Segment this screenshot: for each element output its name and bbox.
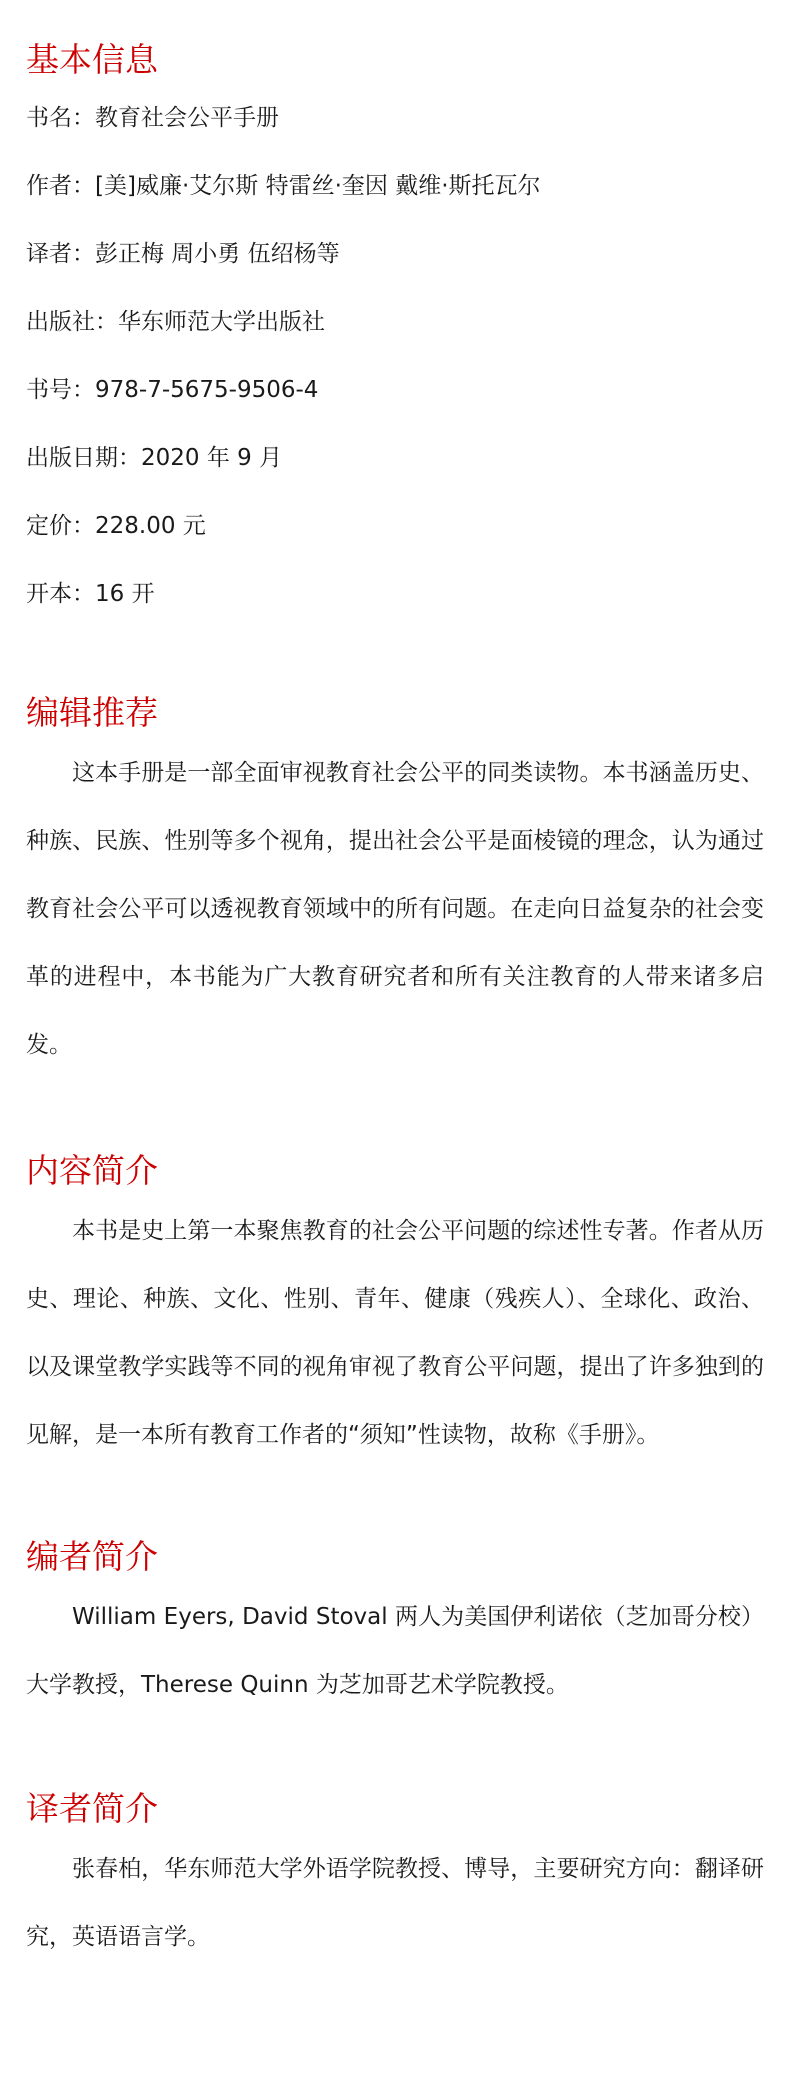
content-intro-title: 内容简介 <box>26 1151 158 1190</box>
editors-intro-text: William Eyers, David Stoval 两人为美国伊利诺依（芝加哥分校）大学教授，Therese Quinn 为芝加哥艺术学院教授。 <box>26 1604 764 1698</box>
editors-intro-section <box>26 1537 764 1719</box>
info-book-name: 书名：教育社会公平手册 <box>26 105 279 131</box>
info-isbn: 书号：978-7-5675-9506-4 <box>26 377 319 403</box>
translators-intro-title: 译者简介 <box>26 1789 158 1828</box>
content-intro-section <box>26 1151 764 1469</box>
basic-info-title: 基本信息 <box>26 40 158 79</box>
editor-recommendation-title: 编辑推荐 <box>26 693 158 732</box>
editor-recommendation-section <box>26 693 764 1079</box>
content-intro-text: 本书是史上第一本聚焦教育的社会公平问题的综述性专著。作者从历史、理论、种族、文化、性别、青年、健康（残疾人）、全球化、政治、以及课堂教学实践等不同的视角审视了教育公平问题，提出了许多独到的见解，是一本所有教育工作者的“须知”性读物，故称《手册》。 <box>26 1218 764 1448</box>
basic-info-section <box>26 0 764 609</box>
info-translators: 译者：彭正梅 周小勇 伍绍杨等 <box>26 241 340 267</box>
info-format: 开本：16 开 <box>26 581 155 607</box>
basic-info-list <box>26 103 764 609</box>
translators-intro-section <box>26 1789 764 1971</box>
info-price: 定价：228.00 元 <box>26 513 206 539</box>
info-authors: 作者：[美]威廉·艾尔斯 特雷丝·奎因 戴维·斯托瓦尔 <box>26 173 541 199</box>
info-publisher: 出版社：华东师范大学出版社 <box>26 309 325 335</box>
editor-recommendation-text: 这本手册是一部全面审视教育社会公平的同类读物。本书涵盖历史、种族、民族、性别等多个视角，提出社会公平是面棱镜的理念，认为通过教育社会公平可以透视教育领域中的所有问题。在走向日益复杂的社会变革的进程中，本书能为广大教育研究者和所有关注教育的人带来诸多启发。 <box>26 760 764 1058</box>
translators-intro-text: 张春柏，华东师范大学外语学院教授、博导，主要研究方向：翻译研究，英语语言学。 <box>26 1856 764 1950</box>
info-publish-date: 出版日期：2020 年 9 月 <box>26 445 283 471</box>
editors-intro-title: 编者简介 <box>26 1537 158 1576</box>
